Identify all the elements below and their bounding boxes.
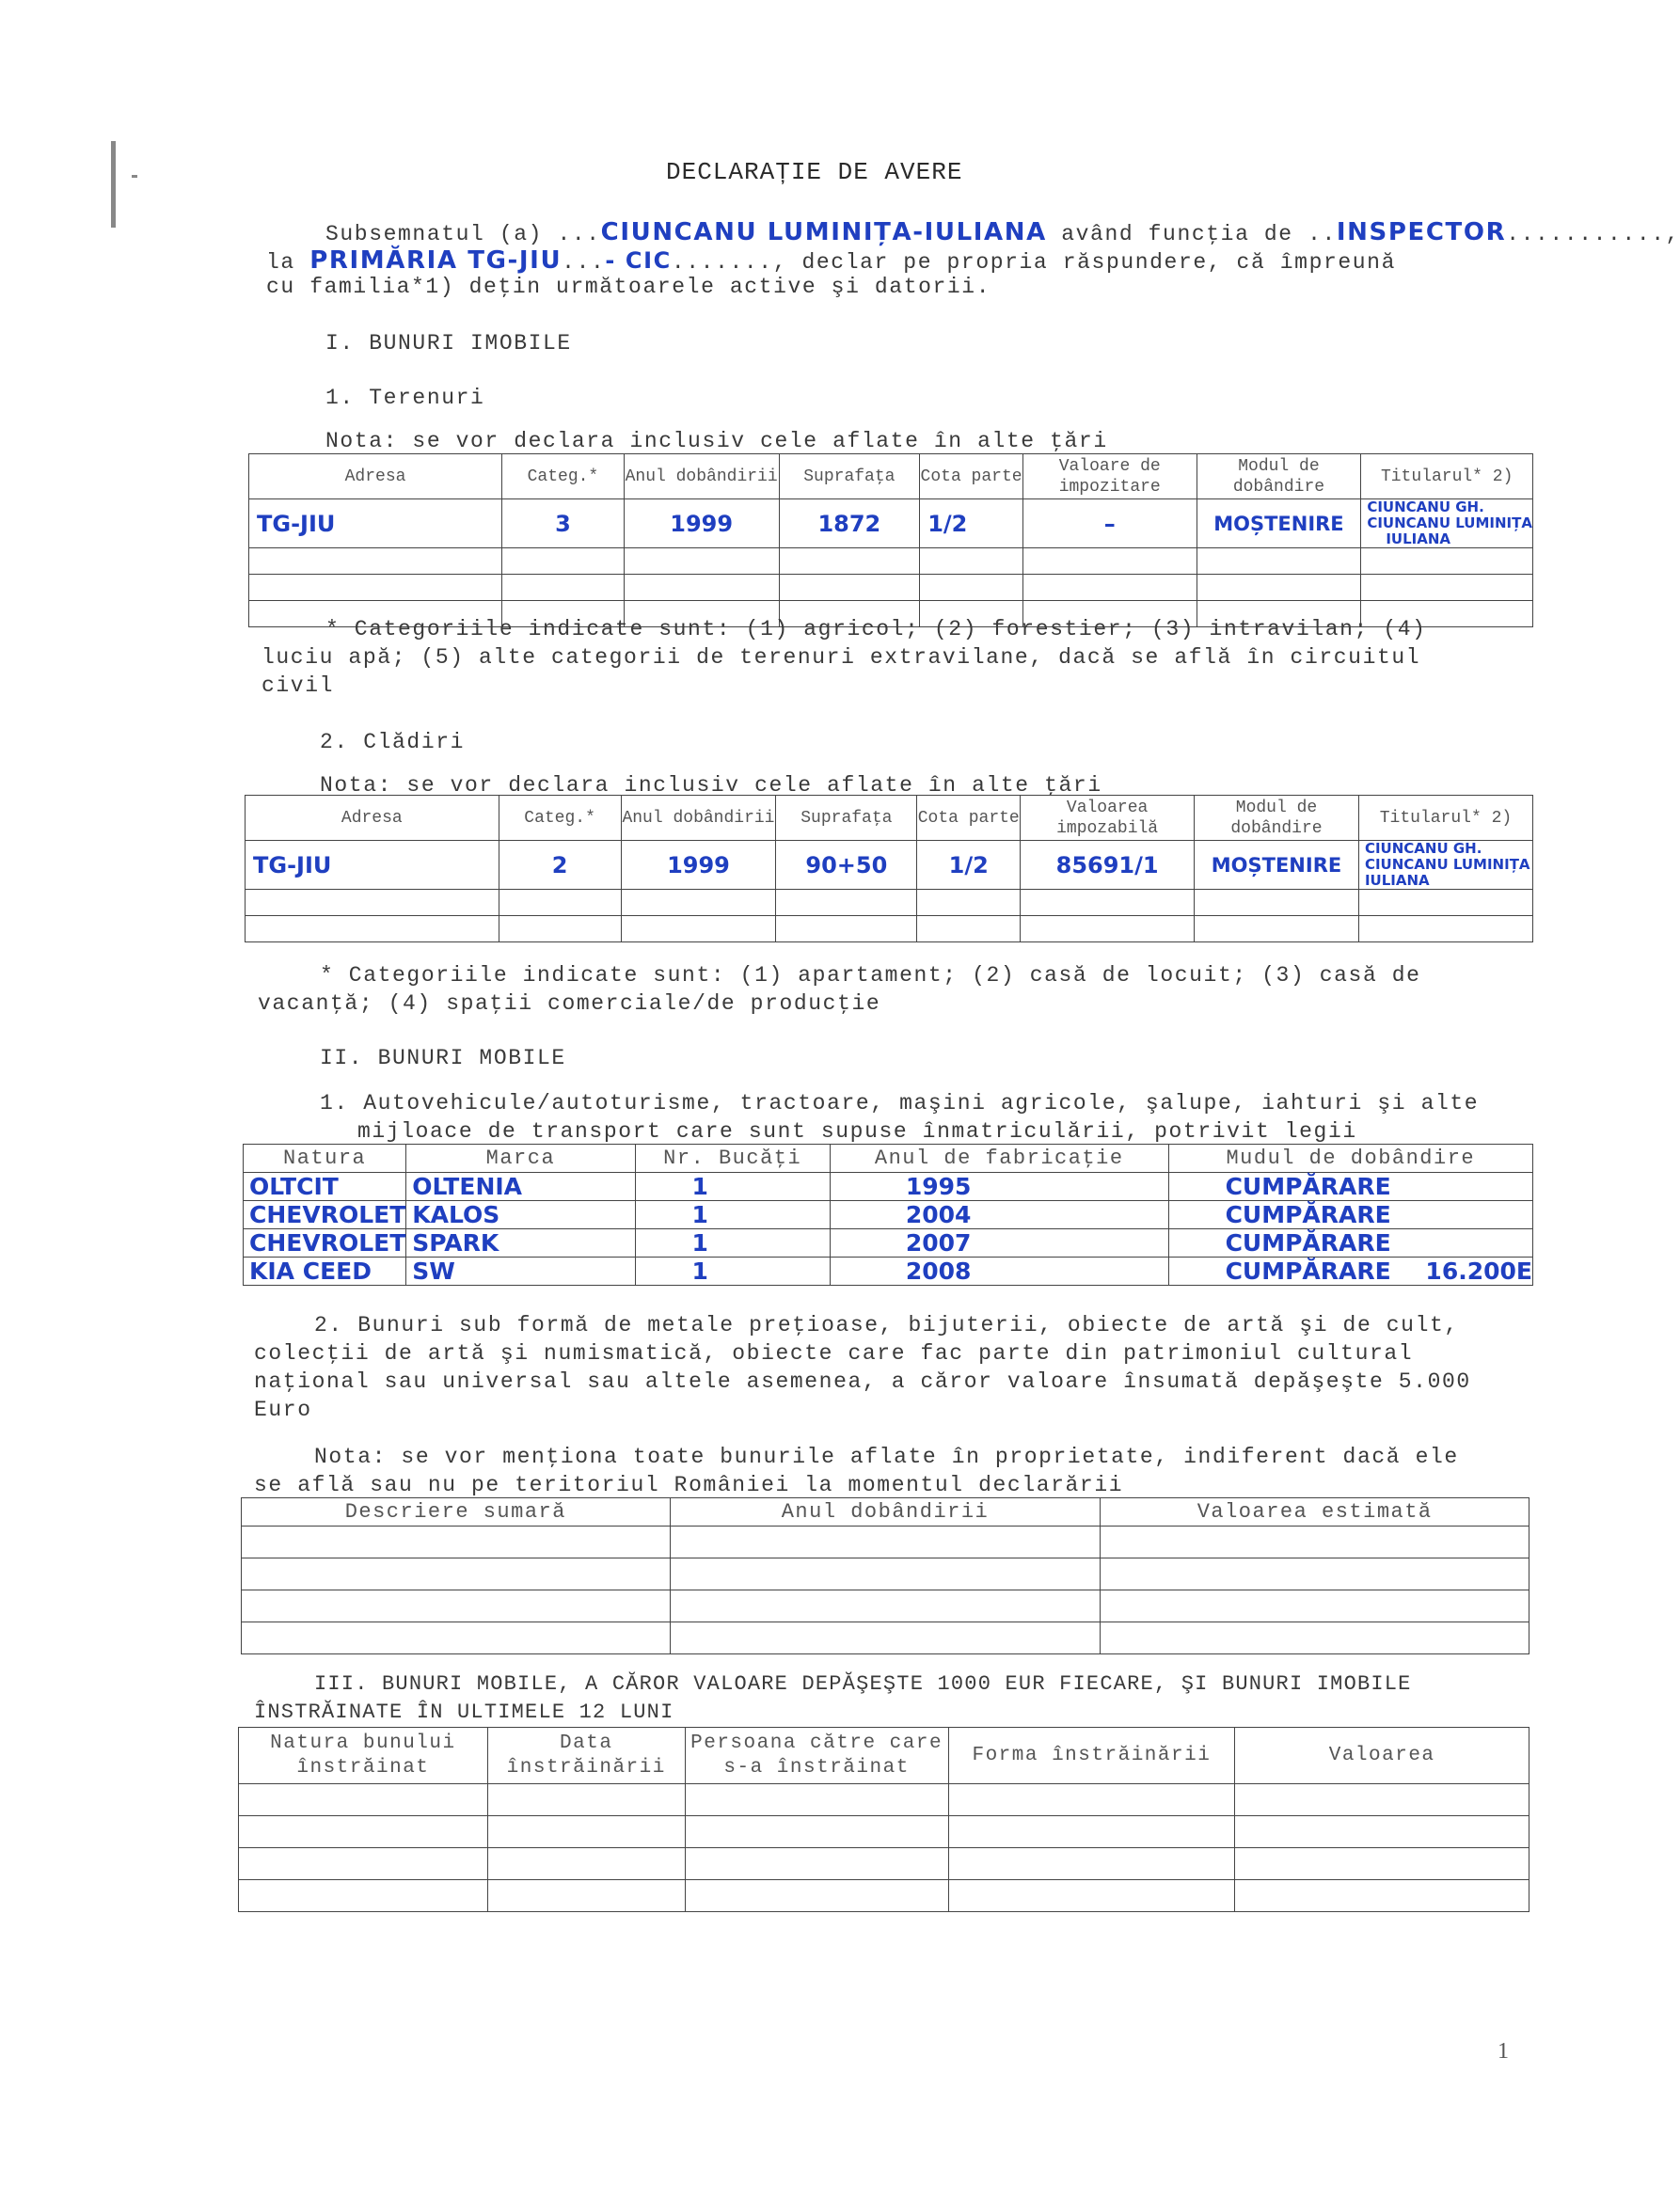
cladiri-heading: 2. Clădiri [320, 730, 466, 754]
col-categ: Categ.* [502, 454, 625, 499]
intro-line-2: la PRIMĂRIA TG-JIU...- CIC......., declar pe propria răspundere, că împreună [266, 246, 1396, 275]
subsemnatul-label: Subsemnatul (a) [325, 222, 558, 246]
cladiri-footnote-1: * Categoriile indicate sunt: (1) apartament; (2) casă de locuit; (3) casă de [320, 963, 1421, 988]
col-modul: Modul de dobândire [1197, 454, 1361, 499]
col-cota: Cota parte [920, 454, 1023, 499]
declarant-name: CIUNCANU LUMINIȚA-IULIANA [600, 218, 1047, 246]
page-number: 1 [1498, 2039, 1509, 2064]
section-3-heading-line-1: III. BUNURI MOBILE, A CĂROR VALOARE DEPĂŞEŞTE 1000 EUR FIECARE, ŞI BUNURI IMOBILE [314, 1672, 1412, 1696]
table-row: OLTCIT OLTENIA 1 1995 CUMPĂRARE [244, 1173, 1533, 1201]
terenuri-table [248, 453, 1533, 627]
autovehicule-line-1: 1. Autovehicule/autoturisme, tractoare, maşini agricole, şalupe, iahturi şi alte [320, 1091, 1480, 1115]
table-row: KIA CEED SW 1 2008 CUMPĂRARE 16.200E [244, 1258, 1533, 1286]
col-anul: Anul dobândirii [624, 454, 779, 499]
col-valoare: Valoare de impozitare [1022, 454, 1197, 499]
terenuri-heading: 1. Terenuri [325, 386, 485, 410]
intro-line-3: cu familia*1) deţin următoarele active şi datorii. [266, 275, 991, 299]
table-row: TG-JIU 2 1999 90+50 1/2 85691/1 MOȘTENIRE CIUNCANU GH. CIUNCANU LUMINIȚA IULIANA [246, 841, 1533, 890]
terenuri-nota: Nota: se vor declara inclusiv cele aflate în alte ţări [325, 429, 1108, 453]
terenuri-footnote-1: * Categoriile indicate sunt: (1) agricol; (2) forestier; (3) intravilan; (4) [325, 617, 1427, 641]
bunuri-pretioase-line-1: 2. Bunuri sub formă de metale preţioase, bijuterii, obiecte de artă şi de cult, [314, 1313, 1459, 1337]
intro-line-1: Subsemnatul (a) ...CIUNCANU LUMINIȚA-IULIANA având funcţia de ..INSPECTOR..........., [325, 218, 1680, 246]
table-row: CHEVROLET SPARK 1 2007 CUMPĂRARE [244, 1229, 1533, 1258]
bunuri-nota-line-2: se află sau nu pe teritoriul României la momentul declarării [254, 1473, 1124, 1497]
bunuri-pretioase-table: Descriere sumară Anul dobândirii Valoarea estimată [241, 1497, 1529, 1654]
terenuri-footnote-2: luciu apă; (5) alte categorii de terenuri extravilane, dacă se află în circuitul [262, 645, 1421, 670]
instrainate-table: Natura bunului înstrăinat Data înstrăinării Persoana către care s-a înstrăinat Forma înstrăinării Valoarea [238, 1727, 1529, 1912]
bunuri-pretioase-line-3: naţional sau universal sau altele asemenea, a căror valoare însumată depăşeşte 5.000 [254, 1369, 1471, 1394]
autovehicule-table: Natura Marca Nr. Bucăţi Anul de fabricaţie Mudul de dobândire OLTCIT OLTENIA 1 1995 CUMPĂRARE CHEVROLET KALOS 1 2004 CUMPĂRARE CHEVROLET SPARK 1 2007 CUMPĂRARE KIA CEED SW 1 2008 CUMPĂRARE 16.200E [243, 1144, 1533, 1286]
cladiri-nota: Nota: se vor declara inclusiv cele aflate în alte ţări [320, 773, 1102, 798]
autovehicule-line-2: mijloace de transport care sunt supuse înmatriculării, potrivit legii [357, 1119, 1357, 1144]
section-2-heading: II. BUNURI MOBILE [320, 1046, 566, 1070]
cladiri-footnote-2: vacanţă; (4) spaţii comerciale/de producţie [258, 991, 881, 1016]
cladiri-table: Adresa Categ.* Anul dobândirii Suprafaţa Cota parte Valoarea impozabilă Modul de dobândire Titularul* 2) TG-JIU 2 1999 90+50 1/2 85691/1 MOȘTENIRE CIUNCANU GH. CIUNCANU LUMINIȚA IULIANA [245, 795, 1533, 942]
col-adresa: Adresa [249, 454, 502, 499]
col-suprafata: Suprafaţa [779, 454, 920, 499]
bunuri-pretioase-line-4: Euro [254, 1398, 312, 1422]
binder-mark [111, 141, 116, 228]
col-titular: Titularul* 2) [1361, 454, 1533, 499]
bunuri-pretioase-line-2: colecţii de artă şi numismatică, obiecte care fac parte din patrimoniul cultural [254, 1341, 1414, 1366]
section-1-heading: I. BUNURI IMOBILE [325, 331, 572, 356]
binder-mark-dot [132, 175, 137, 178]
page-title: DECLARAȚIE DE AVERE [666, 158, 963, 186]
bunuri-nota-line-1: Nota: se vor menţiona toate bunurile aflate în proprietate, indiferent dacă ele [314, 1445, 1459, 1469]
functia-value: INSPECTOR [1336, 218, 1507, 246]
table-row: TG-JIU 3 1999 1872 1/2 – MOȘTENIRE CIUNCANU GH. CIUNCANU LUMINIȚA IULIANA [249, 499, 1533, 548]
terenuri-footnote-3: civil [262, 673, 335, 698]
institutie-value: PRIMĂRIA TG-JIU [309, 246, 563, 275]
section-3-heading-line-2: ÎNSTRĂINATE ÎN ULTIMELE 12 LUNI [254, 1701, 674, 1724]
table-row: CHEVROLET KALOS 1 2004 CUMPĂRARE [244, 1201, 1533, 1229]
